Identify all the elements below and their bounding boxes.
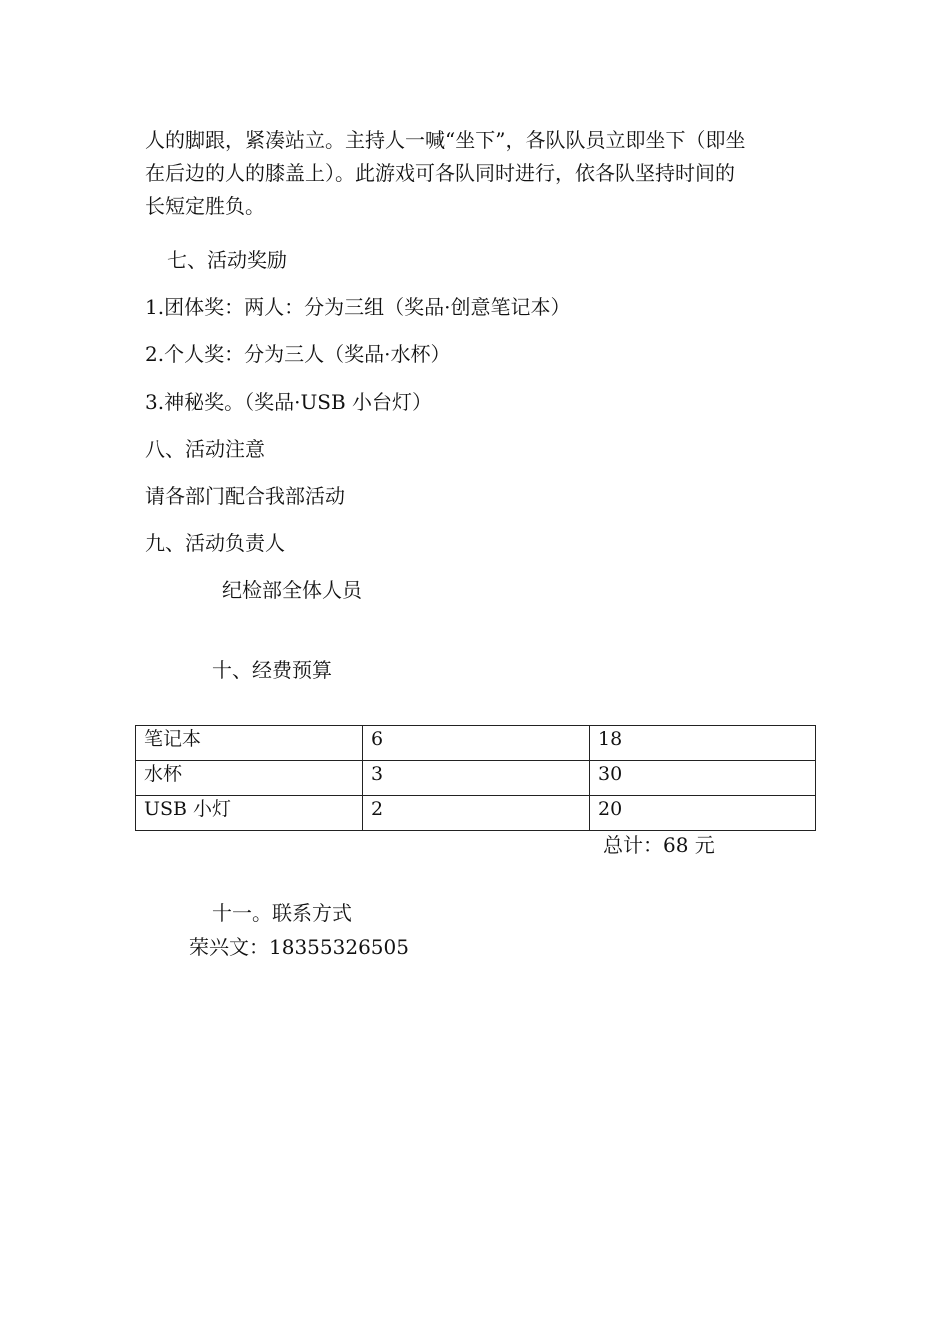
intro-line: 长短定胜负。 <box>145 194 265 218</box>
table-cell: USB 小灯 <box>136 796 363 831</box>
award-item-mystery: 3.神秘奖。（奖品·USB 小台灯） <box>145 390 433 414</box>
table-row <box>136 761 816 796</box>
section11-heading: 十一。联系方式 <box>212 901 352 925</box>
intro-paragraph <box>145 124 810 223</box>
table-cell: 笔记本 <box>136 726 363 761</box>
section8-text: 请各部门配合我部活动 <box>145 484 345 508</box>
award-item-individual: 2.个人奖：分为三人（奖品·水杯） <box>145 342 451 366</box>
table-cell: 2 <box>363 796 590 831</box>
budget-total: 总计：68 元 <box>603 833 715 857</box>
table-cell: 3 <box>363 761 590 796</box>
table-cell: 6 <box>363 726 590 761</box>
section9-heading: 九、活动负责人 <box>145 531 285 555</box>
award-item-team: 1.团体奖：两人：分为三组（奖品·创意笔记本） <box>145 295 571 319</box>
table-row <box>136 726 816 761</box>
table-cell: 30 <box>590 761 816 796</box>
budget-table <box>135 725 816 831</box>
table-cell: 水杯 <box>136 761 363 796</box>
table-row <box>136 796 816 831</box>
intro-line: 人的脚跟，紧凑站立。主持人一喊“坐下”，各队队员立即坐下（即坐 <box>145 128 746 152</box>
table-cell: 20 <box>590 796 816 831</box>
contact-info: 荣兴文：18355326505 <box>189 935 409 959</box>
section8-heading: 八、活动注意 <box>145 437 265 461</box>
section9-text: 纪检部全体人员 <box>222 578 362 602</box>
table-cell: 18 <box>590 726 816 761</box>
section7-heading: 七、活动奖励 <box>167 248 287 272</box>
intro-line: 在后边的人的膝盖上）。此游戏可各队同时进行，依各队坚持时间的 <box>145 161 735 185</box>
section10-heading: 十、经费预算 <box>212 658 332 682</box>
